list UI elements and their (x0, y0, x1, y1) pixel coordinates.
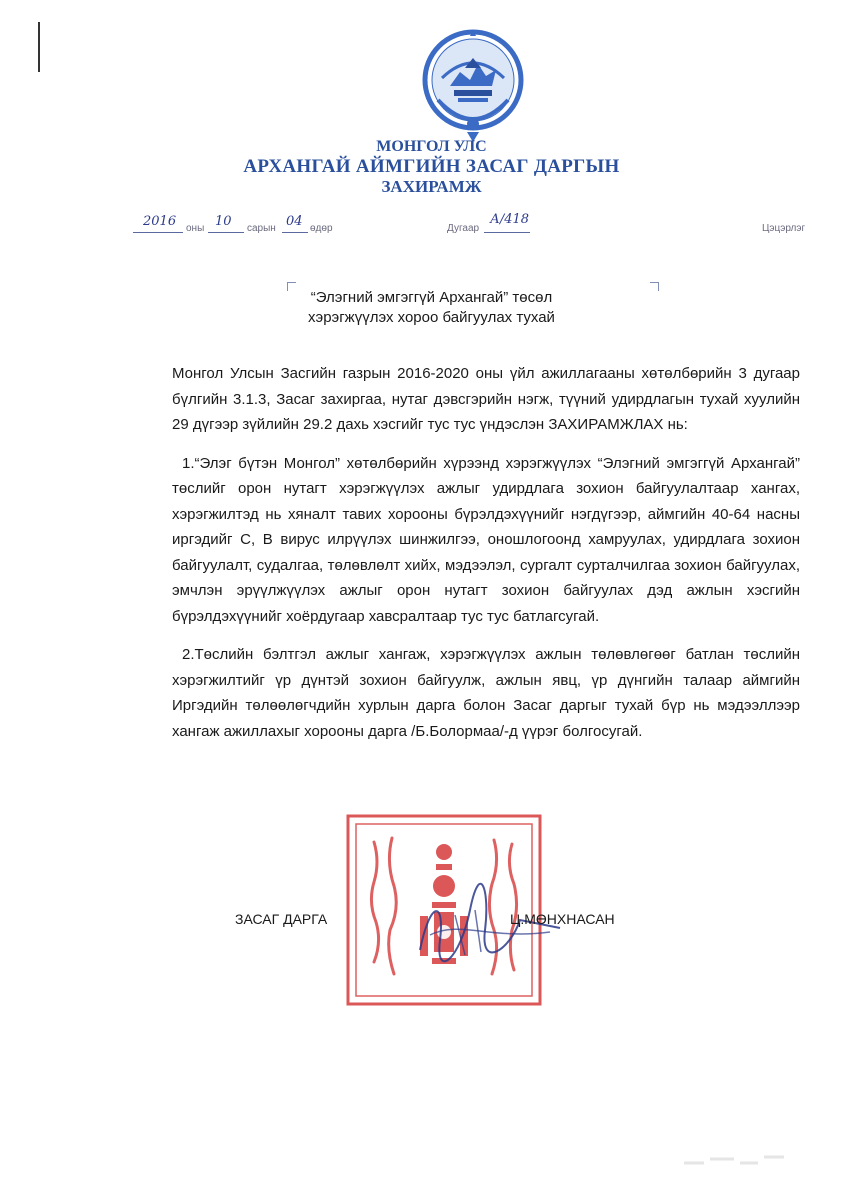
year-label: оны (186, 223, 205, 234)
date-number-row (0, 212, 863, 238)
signatory-title: ЗАСАГ ДАРГА (235, 911, 328, 927)
state-emblem-icon (420, 28, 526, 146)
number-label: Дугаар (447, 223, 480, 234)
date-day: 04 (286, 214, 303, 229)
document-number: А/418 (490, 212, 530, 227)
date-month: 10 (215, 214, 232, 229)
document-header (0, 138, 863, 196)
date-year: 2016 (143, 214, 177, 229)
header-authority: АРХАНГАЙ АЙМГИЙН ЗАСАГ ДАРГЫН (243, 156, 620, 177)
faint-bleed-through (680, 1145, 790, 1175)
subject-line-1: “Элэгний эмгэггүй Архангай” төсөл (310, 289, 553, 306)
body-intro: Монгол Улсын Засгийн газрын 2016-2020 оны үйл ажиллагааны хөтөлбөрийн 3 дугаар бүлгийн 3.1.3, Засаг захиргаа, нутаг дэвсгэрийн нэгж, түүний удирдлагын тухай хуулийн 29 дүгээр зүйлийн 29.2 дахь хэсгийг тус тус үндэслэн ЗАХИРАМЖЛАХ нь: (172, 365, 800, 433)
header-doc-type: ЗАХИРАМЖ (381, 177, 482, 196)
month-label: сарын (247, 223, 276, 234)
header-country: МОНГОЛ УЛС (376, 138, 487, 155)
signatory-name: Ц.МӨНХНАСАН (510, 911, 615, 927)
day-label: өдөр (310, 223, 333, 234)
subject-line-2: хэрэгжүүлэх хороо байгуулах тухай (308, 309, 555, 326)
body-item-2: 2.Төслийн бэлтгэл ажлыг хангаж, хэрэгжүүлэх ажлын төлөвлөгөөг батлан төслийн хэрэгжилтийг үр дүнтэй зохион байгуулж, ажлын явц, үр дүнгийн талаар аймгийн Иргэдийн төлөөлөгчдийн хурлын дарга болон Засаг даргыг тухай бүр нь мэдээллээр хангаж ажиллахыг хорооны дарга /Б.Болормаа/-д үүрэг болгосугай. (172, 646, 800, 740)
scan-artifact-line (38, 22, 40, 72)
body-item-1: 1.“Элэг бүтэн Монгол” хөтөлбөрийн хүрээнд хэрэгжүүлэх “Элэгний эмгэггүй Архангай” төслийг орон нутагт хэрэгжүүлэх ажлыг удирдлага зохион байгуулалтаар хангах, хэрэгжилтэд нь хяналт тавих хорооны бүрэлдэхүүнийг нэгдүгээр, аймгийн 40-64 насны иргэдийг С, В вирус илрүүлэх шинжилгээ, оношлогоонд хамруулах, удирдлага зохион байгуулалт, судалгаа, төлөвлөлт хийх, мэдээлэл, сургалт сурталчилгаа зохион байгуулах, эмчлэн эрүүлжүүлэх ажлыг орон нутагт зохион байгуулах дэд ажлын хэсгийн бүрэлдэхүүнийг хоёрдугаар хавсралтаар тус тус батлагсугай. (172, 454, 800, 625)
document-subject (0, 288, 863, 328)
document-body (172, 361, 800, 757)
place-label: Цэцэрлэг (762, 223, 806, 234)
